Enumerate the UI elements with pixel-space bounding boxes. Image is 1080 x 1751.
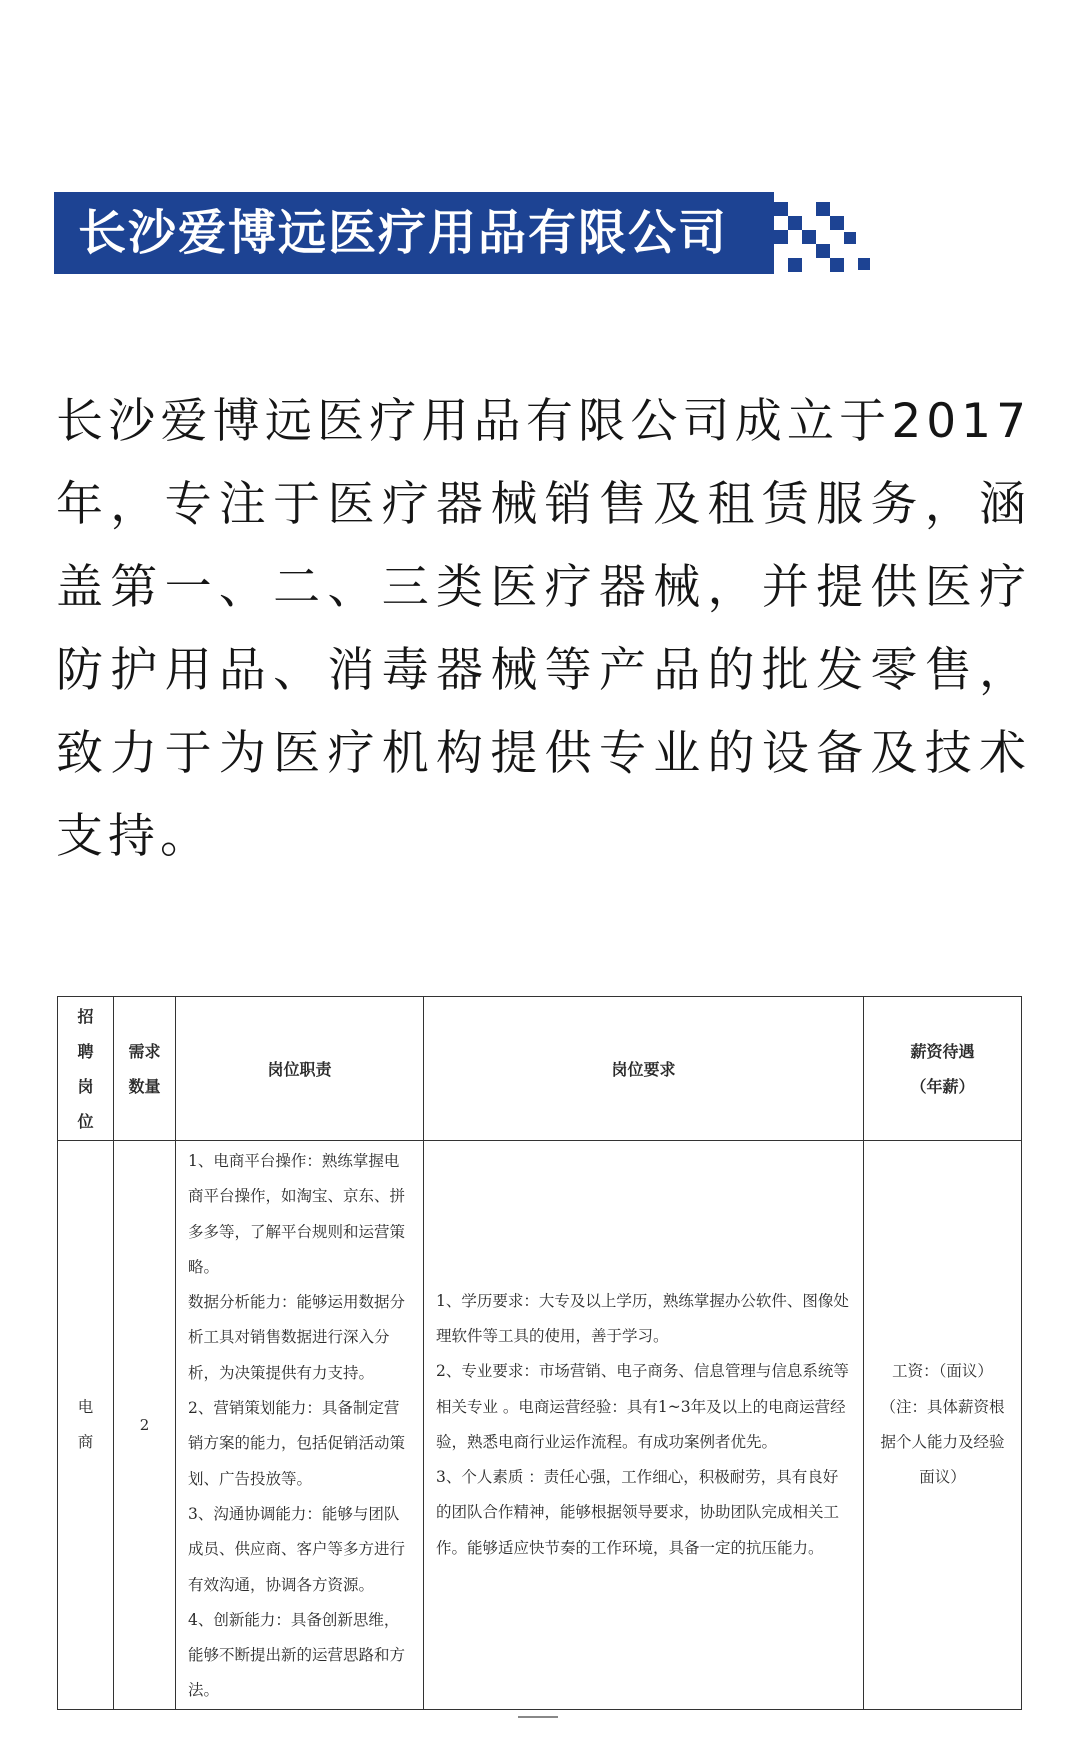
header-post: 招聘岗位 <box>58 997 114 1141</box>
duty-item: 4、创新能力：具备创新思维，能够不断提出新的运营思路和方法。 <box>188 1610 406 1700</box>
header-salary-line2: （年薪） <box>910 1076 975 1096</box>
duty-item: 2、营销策划能力：具备制定营销方案的能力，包括促销活动策划、广告投放等。 <box>188 1399 406 1488</box>
cell-quantity: 2 <box>114 1141 176 1710</box>
table-header-row <box>58 997 1022 1141</box>
table-row <box>58 1141 1022 1710</box>
header-requirements: 岗位要求 <box>424 997 864 1141</box>
header-salary-line1: 薪资待遇 <box>910 1041 975 1061</box>
header-quantity: 需求数量 <box>114 997 176 1141</box>
duty-item: 1、电商平台操作：熟练掌握电商平台操作，如淘宝、京东、拼多多等，了解平台规则和运营策略。 <box>188 1152 406 1276</box>
recruitment-table <box>57 996 1022 1710</box>
cell-duties <box>176 1141 424 1710</box>
company-title-banner: 长沙爱博远医疗用品有限公司 <box>54 192 774 274</box>
cell-post: 电商 <box>58 1141 114 1710</box>
header-duties: 岗位职责 <box>176 997 424 1141</box>
requirement-item: 1、学历要求：大专及以上学历，熟练掌握办公软件、图像处理软件等工具的使用，善于学习。 <box>436 1291 849 1345</box>
cell-salary: 工资：（面议）（注：具体薪资根据个人能力及经验面议） <box>864 1141 1022 1710</box>
cell-requirements <box>424 1141 864 1710</box>
duty-item: 3、沟通协调能力：能够与团队成员、供应商、客户等多方进行有效沟通，协调各方资源。 <box>188 1504 406 1594</box>
page-divider <box>518 1716 558 1718</box>
company-intro: 长沙爱博远医疗用品有限公司成立于2017年，专注于医疗器械销售及租赁服务，涵盖第一、二、三类医疗器械，并提供医疗防护用品、消毒器械等产品的批发零售，致力于为医疗机构提供专业的设备及技术支持。 <box>56 394 1031 864</box>
requirement-item: 2、专业要求：市场营销、电子商务、信息管理与信息系统等相关专业 。电商运营经验：具有1~3年及以上的电商运营经验，熟悉电商行业运作流程。有成功案例者优先。 <box>436 1362 849 1451</box>
header-salary <box>864 997 1022 1141</box>
duty-item: 数据分析能力：能够运用数据分析工具对销售数据进行深入分析，为决策提供有力支持。 <box>188 1293 406 1382</box>
requirement-item: 3、个人素质 ：责任心强，工作细心，积极耐劳，具有良好的团队合作精神，能够根据领导要求，协助团队完成相关工作。能够适应快节奏的工作环境，具备一定的抗压能力。 <box>436 1468 840 1557</box>
